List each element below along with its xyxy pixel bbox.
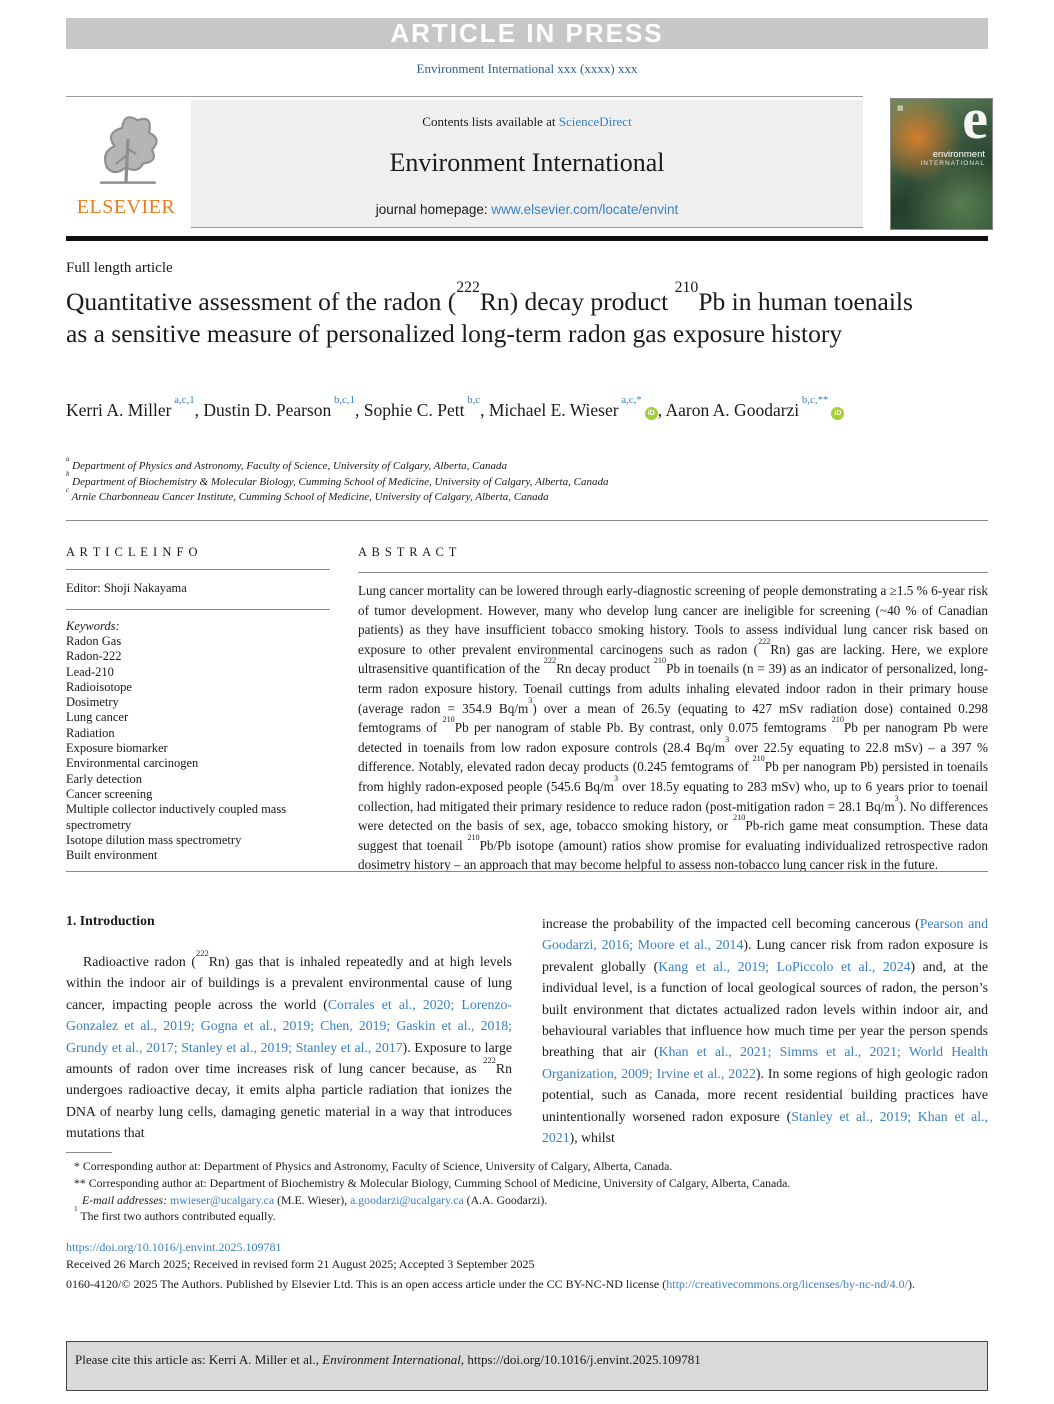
header-top-rule xyxy=(66,96,863,97)
article-info-rule-1 xyxy=(66,569,330,570)
please-cite-box: Please cite this article as: Kerri A. Miller et al., Environment International, https://doi.org/10.1016/j.envint.2025.109781 xyxy=(66,1341,988,1391)
link[interactable]: www.elsevier.com/locate/envint xyxy=(491,202,679,217)
keyword-item: Cancer screening xyxy=(66,786,153,801)
journal-cover-thumbnail[interactable] xyxy=(890,98,993,230)
abstract-rule xyxy=(358,572,988,573)
introduction-column-right xyxy=(542,905,988,1148)
article-title: Quantitative assessment of the radon ($^{222}$Rn) decay product $^{210}$Pb in human toenails as a sensitive measure of personalized long-term radon gas exposure history xyxy=(66,278,913,348)
keyword-item: Dosimetry xyxy=(66,695,119,710)
link[interactable]: Pearson and Goodarzi, 2016; Moore et al., 2014 xyxy=(542,916,988,953)
elsevier-logo[interactable] xyxy=(66,102,186,219)
keyword-item: Lead-210 xyxy=(66,664,114,679)
link[interactable]: a,c,1 xyxy=(171,394,195,407)
article-in-press-banner: ARTICLE IN PRESS xyxy=(66,18,988,49)
cover-letter-e: e xyxy=(962,98,988,151)
affiliation-a: $^a$ Department of Physics and Astronomy, Faculty of Science, University of Calgary, Alberta, Canada xyxy=(66,455,508,472)
link[interactable]: Khan et al., 2021; Simms et al., 2021; World Health Organization, 2009; Irvine et al., 2022 xyxy=(542,1044,988,1081)
article-info-section xyxy=(66,545,330,863)
keyword-item: Multiple collector inductively coupled mass spectrometry xyxy=(66,802,287,832)
abstract-section xyxy=(358,545,988,875)
link[interactable]: b,c,** xyxy=(799,394,829,407)
link[interactable]: a,c,* xyxy=(618,394,642,407)
link[interactable]: b,c xyxy=(464,394,481,407)
link[interactable]: ScienceDirect xyxy=(558,114,632,129)
cover-publisher-mark-icon: ▦ xyxy=(897,104,904,112)
article-type-label: Full length article xyxy=(66,260,173,276)
keyword-item: Isotope dilution mass spectrometry xyxy=(66,832,242,847)
link[interactable]: Kang et al., 2019; LoPiccolo et al., 2024 xyxy=(658,958,911,974)
elsevier-tree-icon xyxy=(66,102,186,198)
abstract-body: Lung cancer mortality can be lowered through early-diagnostic screening of people demonstrating a ≥1.5 % 6-year risk of tumor development. However, many who develop lung cancer are ineligible for screening (~40 % of Canadian patients) as they have insufficient tobacco smoking history. Tools to assess individual lung cancer risk based on exposure to other prevalent environmental carcinogens such as radon ($^{222}$Rn) gas are lacking. Here, we explore ultrasensitive quantification of the $^{222}$Rn decay product $^{210}$Pb in toenails (n = 39) as an indicator of personalized, long-term radon exposure history. Toenail cuttings from adults inhaling elevated indoor radon in their primary house (average radon = 354.9 $Bq/m^3$) over a mean of 26.5y (equating to 427 mSv radiation dose) contained 0.298 femtograms of $^{210}$Pb per nanogram of stable Pb. By contrast, only 0.075 femtograms $^{210}$Pb per nanogram Pb were detected in toenails from low radon exposure controls (28.4 $Bq/m^3$ over 22.5y equating to 22.8 mSv) – a 397 % difference. Notably, elevated radon decay products (0.245 femtograms of $^{210}$Pb per nanogram Pb) persisted in toenails from highly radon-exposed people (545.6 $Bq/m^3$ over 18.5y equating to 283 mSv) who, up to 6 years prior to toenail collection, had mitigated their primary residence to reduce radon (post-mitigation radon = 28.1 $Bq/m^3$). No differences were detected on the basis of sex, age, tobacco smoking history, or $^{210}$Pb-rich game meat consumption. These data suggest that toenail $^{210}$Pb/Pb isotope (amount) ratios show promise for evaluating individualized retrospective radon dosimetry history – an approach that may become helpful to assess non-tobacco lung cancer risk in the future. xyxy=(358,583,989,873)
keyword-item: Radiation xyxy=(66,725,115,740)
affiliation-c: $^c$ Arnie Charbonneau Cancer Institute, Cumming School of Medicine, University of Calgary, Alberta, Canada xyxy=(66,486,549,503)
header-divider-bar xyxy=(66,236,988,241)
footnote-equal-contribution: $^1$ The first two authors contributed equally. xyxy=(74,1204,276,1224)
section-rule-bottom xyxy=(66,871,988,872)
cover-title-line1: environment xyxy=(932,149,985,160)
received-dates-line: Received 26 March 2025; Received in revised form 21 August 2025; Accepted 3 September 2025 xyxy=(66,1257,535,1271)
elsevier-wordmark: ELSEVIER xyxy=(76,196,176,218)
orcid-icon[interactable]: iD xyxy=(831,407,844,420)
link[interactable]: Corrales et al., 2020; Lorenzo-Gonzalez et al., 2019; Gogna et al., 2019; Chen, 2019; Gaskin et al., 2018; Grundy et al., 2017; Stanley et al., 2019; Stanley et al., 2017 xyxy=(66,996,512,1055)
journal-title: Environment International xyxy=(389,148,665,177)
introduction-paragraph-right: increase the probability of the impacted cell becoming cancerous (Pearson and Goodarzi, 2016; Moore et al., 2014). Lung cancer risk from radon exposure is prevalent globally (Kang et al., 2019; LoPiccolo et al., 2024) and, at the individual level, is a function of local geological sources of radon, the person’s built environment that dictates actualized radon levels within indoor air, and behavioural variables that influence how much time per year the person spends breathing that air (Khan et al., 2021; Simms et al., 2021; World Health Organization, 2009; Irvine et al., 2022). In some regions of high geologic radon potential, such as Canada, more recent residential building practices have unintentionally worsened radon exposure (Stanley et al., 2019; Khan et al., 2021), whilst xyxy=(542,916,988,1146)
cover-title-line2: INTERNATIONAL xyxy=(920,160,985,167)
orcid-icon[interactable]: iD xyxy=(645,407,658,420)
keyword-item: Lung cancer xyxy=(66,710,129,725)
keyword-item: Radon Gas xyxy=(66,634,122,648)
author-list: Kerri A. Miller $^{a,c,1}$, Dustin D. Pearson $^{b,c,1}$, Sophie C. Pett $^{b,c}$, Michael E. Wieser $^{a,c,*}$iD , Aaron A. Goodarzi $^{b,c,**}$iD xyxy=(66,397,946,423)
introduction-section xyxy=(66,905,988,1148)
journal-citation-header: Environment International xxx (xxxx) xxx xyxy=(416,61,638,76)
link[interactable]: a.goodarzi@ucalgary.ca xyxy=(350,1192,464,1207)
contents-lists-line: Contents lists available at ScienceDirect xyxy=(422,114,632,129)
keyword-item: Radon-222 xyxy=(66,649,122,664)
copyright-line: 0160-4120/© 2025 The Authors. Published by Elsevier Ltd. This is an open access article under the CC BY-NC-ND license (http://creativecommons.org/licenses/by-nc-nd/4.0/). xyxy=(66,1277,915,1291)
section-rule-top xyxy=(66,520,988,521)
keyword-item: Radioisotope xyxy=(66,679,132,694)
article-info-heading: A R T I C L E I N F O xyxy=(66,545,199,559)
keywords-label: Keywords: xyxy=(66,619,120,633)
link[interactable]: mwieser@ucalgary.ca xyxy=(170,1192,275,1207)
footnote-emails: E-mail addresses: mwieser@ucalgary.ca (M.E. Wieser), a.goodarzi@ucalgary.ca (A.A. Goodarzi). xyxy=(82,1192,548,1207)
link[interactable]: http://creativecommons.org/licenses/by-nc-nd/4.0/ xyxy=(666,1277,908,1291)
footnote-corresponding-1: * Corresponding author at: Department of Physics and Astronomy, Faculty of Science, University of Calgary, Alberta, Canada. xyxy=(74,1159,673,1173)
footnote-rule xyxy=(66,1152,112,1153)
doi-link[interactable]: https://doi.org/10.1016/j.envint.2025.109781 xyxy=(66,1240,282,1254)
footnote-corresponding-2: ** Corresponding author at: Department of Biochemistry & Molecular Biology, Cumming School of Medicine, University of Calgary, Alberta, Canada. xyxy=(74,1175,791,1190)
introduction-paragraph-left: Radioactive radon ($^{222}$Rn) gas that is inhaled repeatedly and at high levels within the indoor air of buildings is a prevalent environmental cause of lung cancer, impacting people across the world (Corrales et al., 2020; Lorenzo-Gonzalez et al., 2019; Gogna et al., 2019; Chen, 2019; Gaskin et al., 2018; Grundy et al., 2017; Stanley et al., 2019; Stanley et al., 2017). Exposure to large amounts of radon over time increases risk of lung cancer because, as $^{222}$Rn undergoes radioactive decay, it emits alpha particle radiation that ionizes the DNA of nearby lung cells, damaging genetic material in a way that introduces mutations that xyxy=(66,947,513,1141)
link[interactable]: Stanley et al., 2019; Khan et al., 2021 xyxy=(542,1108,988,1146)
introduction-heading: 1. Introduction xyxy=(66,913,155,928)
editor-line: Editor: Shoji Nakayama xyxy=(66,581,187,595)
journal-header-box xyxy=(191,100,863,228)
affiliation-b: $^b$ Department of Biochemistry & Molecular Biology, Cumming School of Medicine, University of Calgary, Alberta, Canada xyxy=(66,471,609,488)
keyword-item: Early detection xyxy=(66,771,143,786)
footnotes xyxy=(66,1158,988,1225)
keyword-item: Built environment xyxy=(66,848,158,863)
keyword-item: Exposure biomarker xyxy=(66,741,168,756)
keyword-item: Environmental carcinogen xyxy=(66,756,199,771)
link[interactable]: b,c,1 xyxy=(331,394,356,407)
journal-homepage-line: journal homepage: www.elsevier.com/locate/envint xyxy=(375,202,679,217)
article-info-rule-2 xyxy=(66,609,330,610)
affiliations xyxy=(66,455,946,506)
introduction-column-left xyxy=(66,905,512,1148)
abstract-heading: A B S T R A C T xyxy=(358,545,458,559)
keywords-list xyxy=(66,634,330,863)
